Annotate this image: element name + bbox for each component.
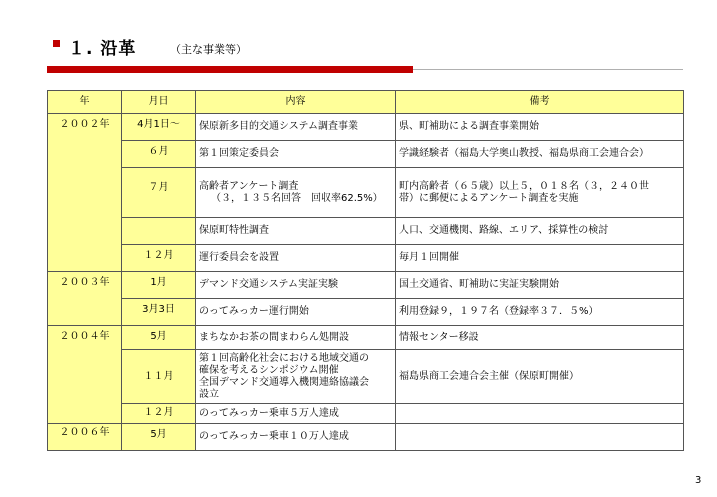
content-cell: 保原町特性調査 [196,218,396,245]
content-cell: のってみっカー乗車５万人達成 [196,404,396,424]
content-line: 設立 [199,388,219,400]
history-table [47,90,684,451]
year-cell: ２００６年 [48,424,122,451]
note-cell: 毎月１回開催 [396,245,684,272]
date-cell: 5月 [122,424,196,451]
note-cell [396,404,684,424]
page-title: １. 沿革 [68,39,137,59]
content-line: 高齢者アンケート調査 [199,180,299,192]
date-cell: １２月 [122,404,196,424]
table-row [48,272,684,299]
year-cell: ２００３年 [48,272,122,326]
table-row [48,424,684,451]
table-row [48,299,684,326]
date-cell: 1月 [122,272,196,299]
date-cell: ７月 [122,168,196,218]
table-row [48,141,684,168]
table-row [48,350,684,404]
note-cell [396,424,684,451]
date-cell: 5月 [122,326,196,350]
content-line: 第１回高齢化社会における地域交通の [199,352,369,364]
table-row [48,326,684,350]
content-cell: のってみっカー運行開始 [196,299,396,326]
date-cell: ６月 [122,141,196,168]
title-bullet [53,40,60,47]
year-cell: ２００２年 [48,114,122,272]
note-cell: 情報センター移設 [396,326,684,350]
page-number: 3 [695,475,702,486]
note-cell: 人口、交通機関、路線、エリア、採算性の検討 [396,218,684,245]
note-cell: 県、町補助による調査事業開始 [396,114,684,141]
content-line: （３，１３５名回答 回収率62.5%） [211,192,383,204]
page-subtitle: （主な事業等） [170,43,247,56]
title-underline-line [413,69,683,70]
table-row [48,114,684,141]
note-cell [396,168,684,218]
table-row [48,218,684,245]
note-cell: 利用登録９，１９７名（登録率３７．５%） [396,299,684,326]
table-row [48,404,684,424]
date-cell: １１月 [122,350,196,404]
header-year: 年 [48,91,122,114]
table-header-row [48,91,684,114]
content-cell [196,168,396,218]
table-row [48,245,684,272]
header-date: 月日 [122,91,196,114]
date-cell [122,218,196,245]
date-cell: 3月3日 [122,299,196,326]
year-cell: ２００４年 [48,326,122,424]
note-cell: 国土交通省、町補助に実証実験開始 [396,272,684,299]
content-line: 全国デマンド交通導入機関連絡協議会 [199,376,369,388]
content-cell: まちなかお茶の間まわらん処開設 [196,326,396,350]
header-content: 内容 [196,91,396,114]
content-cell: 保原新多目的交通システム調査事業 [196,114,396,141]
content-line: 確保を考えるシンポジウム開催 [199,364,339,376]
title-underline-bar [47,66,413,73]
content-cell [196,350,396,404]
date-cell: 4月1日～ [122,114,196,141]
note-line: 帯）に郵便によるアンケート調査を実施 [399,192,579,204]
content-cell: のってみっカー乗車１０万人達成 [196,424,396,451]
note-cell: 学識経験者（福島大学奥山教授、福島県商工会連合会） [396,141,684,168]
note-cell: 福島県商工会連合会主催（保原町開催） [396,350,684,404]
date-cell: １２月 [122,245,196,272]
note-line: 町内高齢者（６５歳）以上５，０１８名（３，２４０世 [399,180,649,192]
header-note: 備考 [396,91,684,114]
content-cell: 運行委員会を設置 [196,245,396,272]
content-cell: デマンド交通システム実証実験 [196,272,396,299]
table-row [48,168,684,218]
content-cell: 第１回策定委員会 [196,141,396,168]
